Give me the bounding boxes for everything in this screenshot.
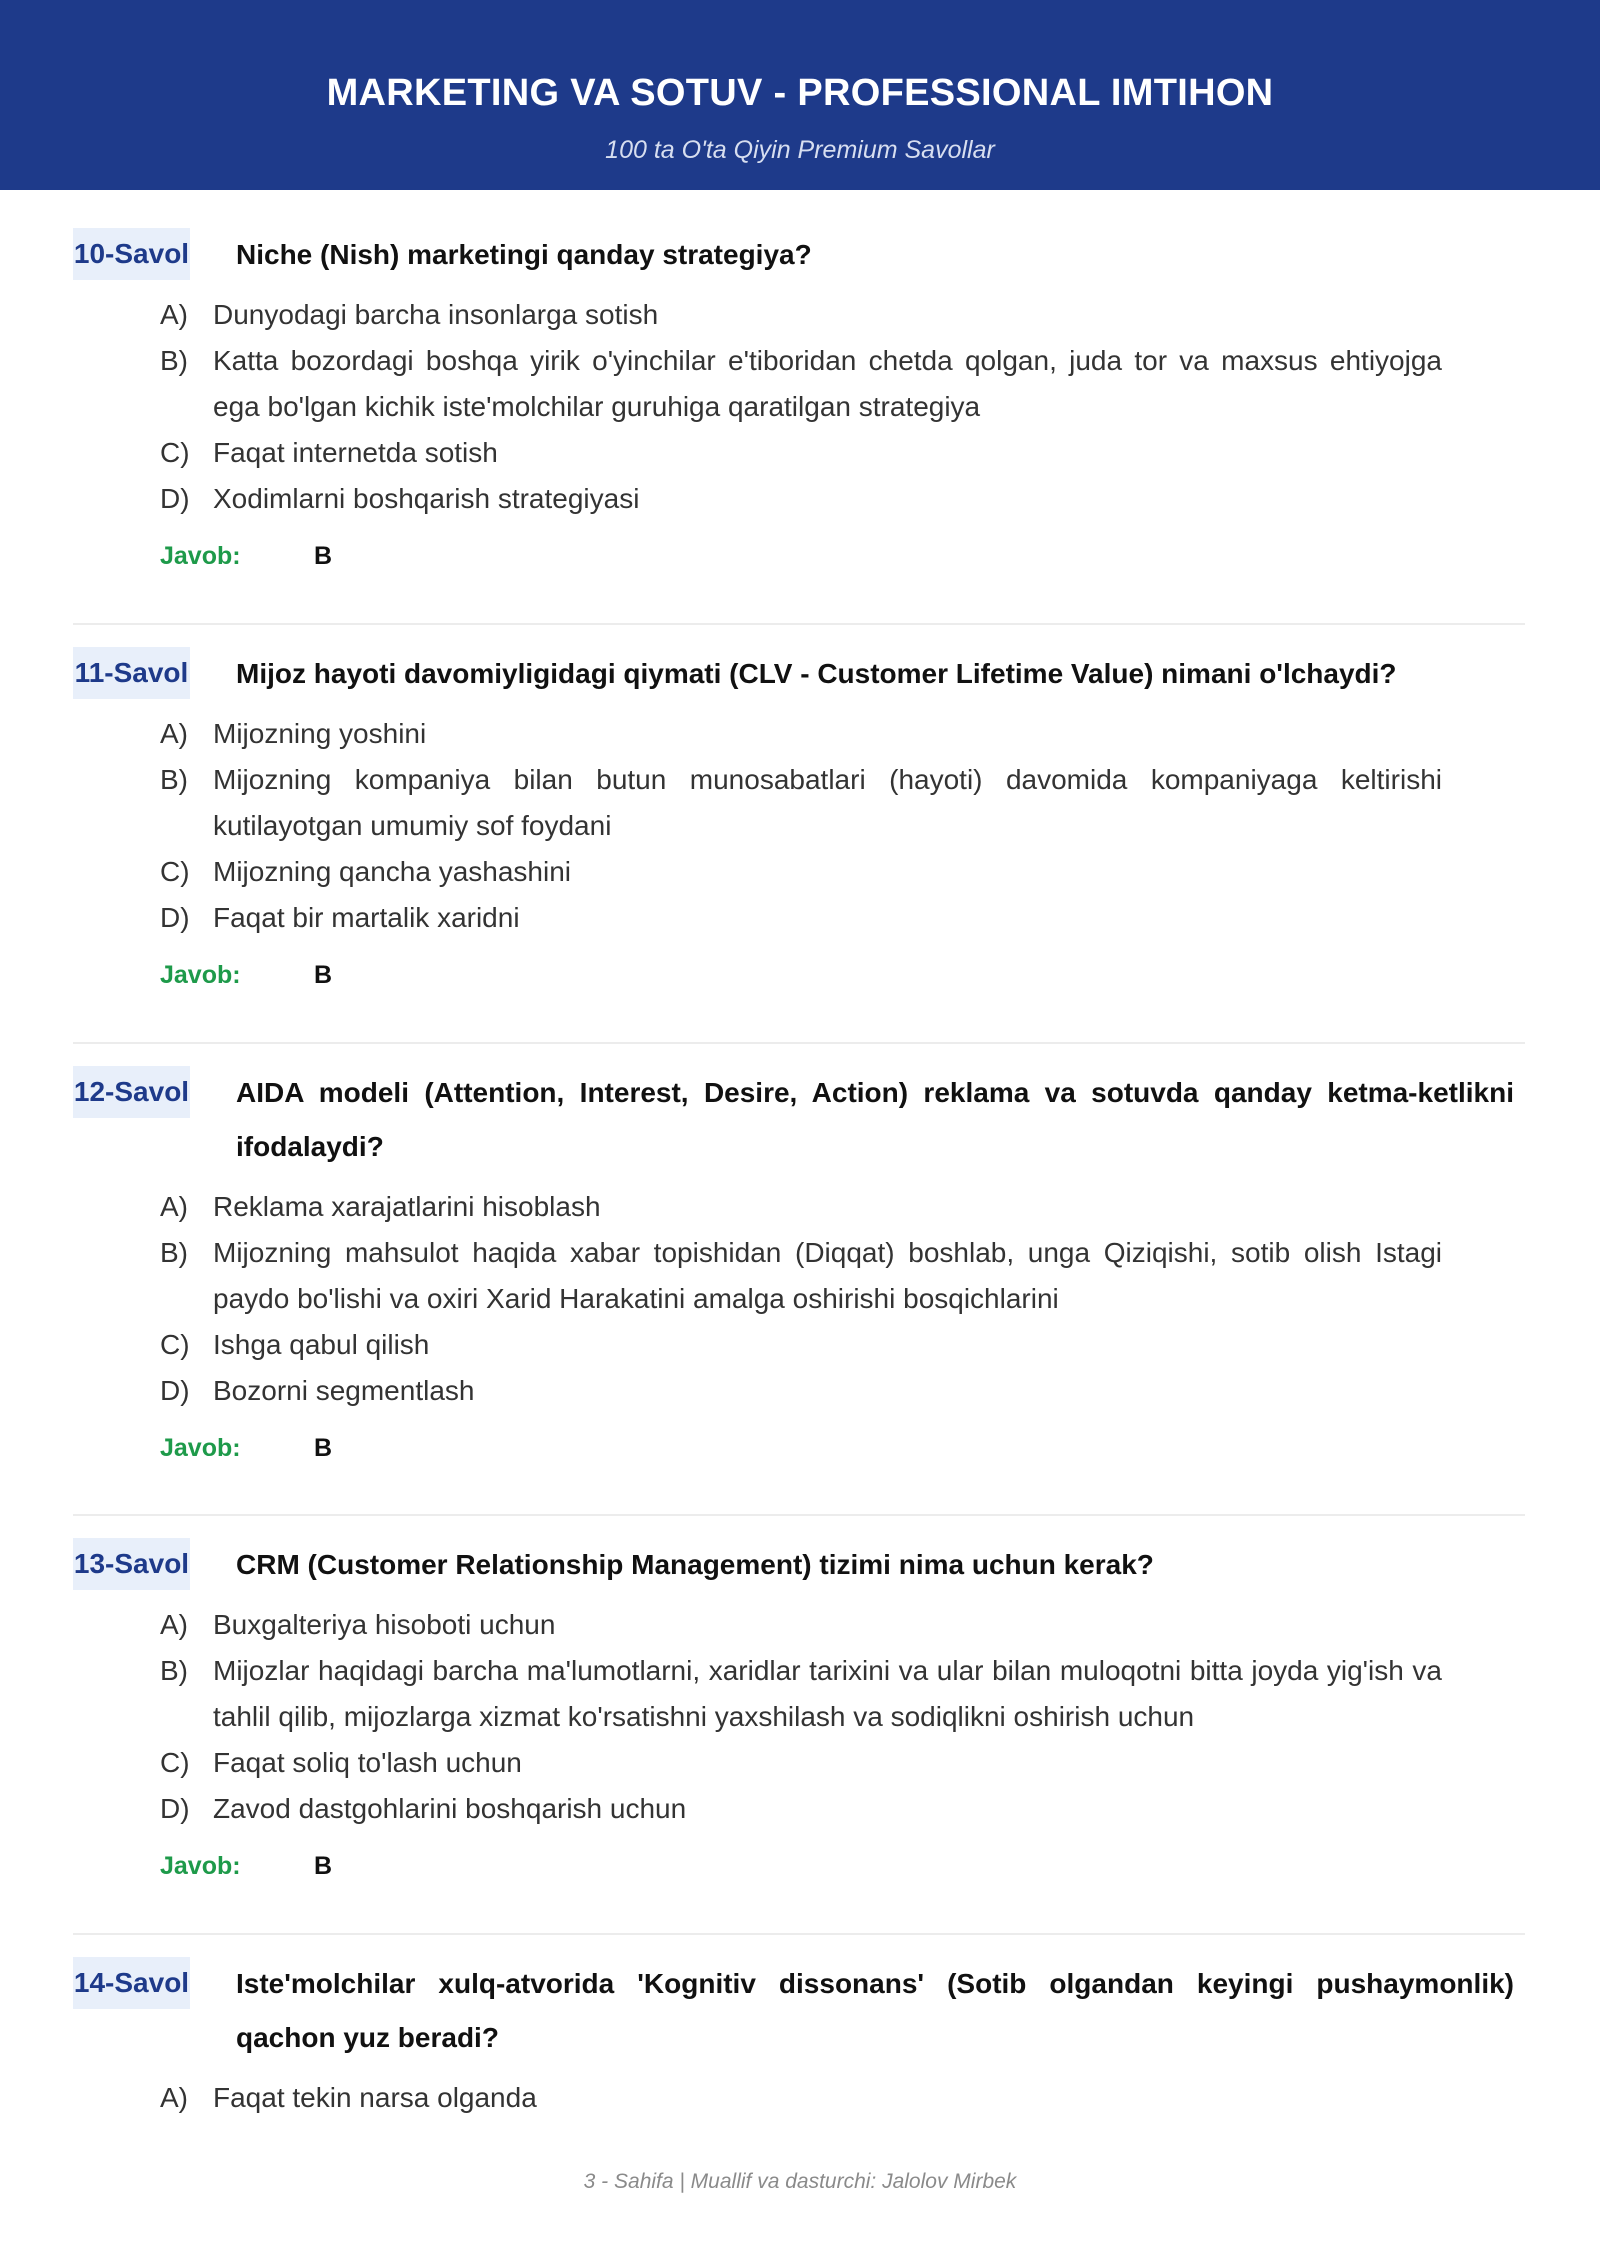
option-text: Faqat internetda sotish [213, 437, 498, 468]
answer-row [160, 1428, 1525, 1468]
question-header [73, 1066, 1525, 1174]
question-number-badge: 12-Savol [73, 1066, 190, 1118]
option-b [160, 1648, 1442, 1740]
page-subtitle: 100 ta O'ta Qiyin Premium Savollar [605, 136, 995, 164]
option-text: Bozorni segmentlash [213, 1375, 475, 1406]
answer-label: Javob: [160, 542, 241, 570]
answer-label: Javob: [160, 961, 241, 989]
option-letter: B) [160, 345, 188, 376]
options-list [160, 292, 1442, 522]
page-header [0, 0, 1600, 190]
option-letter: B) [160, 1237, 188, 1268]
option-letter: C) [160, 1329, 190, 1360]
option-text: Ishga qabul qilish [213, 1329, 430, 1360]
answer-label: Javob: [160, 1852, 241, 1880]
option-c [160, 849, 1442, 895]
page-footer: 3 - Sahifa | Muallif va dasturchi: Jalolov Mirbek [583, 2170, 1017, 2193]
option-text: Reklama xarajatlarini hisoblash [213, 1191, 601, 1222]
option-b [160, 338, 1442, 430]
option-c [160, 430, 1442, 476]
option-letter: A) [160, 718, 188, 749]
option-c [160, 1322, 1442, 1368]
page-title: MARKETING VA SOTUV - PROFESSIONAL IMTIHON [326, 72, 1274, 114]
question-text: Niche (Nish) marketingi qanday strategiya? [236, 239, 812, 270]
question-block-12 [73, 1066, 1525, 1468]
divider [73, 1933, 1525, 1935]
option-text: Faqat tekin narsa olganda [213, 2082, 537, 2113]
option-letter: D) [160, 483, 190, 514]
question-block-13 [73, 1538, 1525, 1886]
question-header [73, 228, 1525, 282]
option-letter: A) [160, 2082, 188, 2113]
option-letter: C) [160, 1747, 190, 1778]
divider [73, 1042, 1525, 1044]
question-number-badge: 14-Savol [73, 1957, 190, 2009]
option-text: Faqat bir martalik xaridni [213, 902, 520, 933]
answer-label: Javob: [160, 1434, 241, 1462]
option-text: Katta bozordagi boshqa yirik o'yinchilar e'tiboridan chetda qolgan, juda tor va maxsus ehtiyojga ega bo'lgan kichik iste'molchilar guruhiga qaratilgan strategiya [213, 345, 1442, 422]
option-b [160, 757, 1442, 849]
question-text: AIDA modeli (Attention, Interest, Desire, Action) reklama va sotuvda qanday ketma-ketlikni ifodalaydi? [236, 1077, 1514, 1162]
option-a [160, 1184, 1442, 1230]
option-text: Mijozning mahsulot haqida xabar topishidan (Diqqat) boshlab, unga Qiziqishi, sotib olish Istagi paydo bo'lishi va oxiri Xarid Harakatini amalga oshirishi bosqichlarini [213, 1237, 1442, 1314]
option-text: Faqat soliq to'lash uchun [213, 1747, 522, 1778]
option-letter: A) [160, 1191, 188, 1222]
option-letter: A) [160, 1609, 188, 1640]
answer-value: B [314, 1852, 333, 1880]
option-text: Mijozning yoshini [213, 718, 427, 749]
option-a [160, 2075, 1442, 2121]
option-text: Dunyodagi barcha insonlarga sotish [213, 299, 659, 330]
answer-row [160, 1846, 1525, 1886]
option-letter: A) [160, 299, 188, 330]
option-a [160, 1602, 1442, 1648]
option-text: Mijozning qancha yashashini [213, 856, 571, 887]
question-number-badge: 10-Savol [73, 228, 190, 280]
option-a [160, 292, 1442, 338]
answer-value: B [314, 542, 333, 570]
option-letter: D) [160, 1375, 190, 1406]
options-list [160, 711, 1442, 941]
question-text: Iste'molchilar xulq-atvorida 'Kognitiv dissonans' (Sotib olgandan keyingi pushaymonlik) qachon yuz beradi? [236, 1968, 1514, 2053]
divider [73, 1514, 1525, 1516]
question-header [73, 647, 1525, 701]
divider [73, 623, 1525, 625]
answer-row [160, 536, 1525, 576]
options-list [160, 1184, 1442, 1414]
option-text: Xodimlarni boshqarish strategiyasi [213, 483, 640, 514]
option-text: Zavod dastgohlarini boshqarish uchun [213, 1793, 687, 1824]
option-letter: D) [160, 902, 190, 933]
options-list [160, 2075, 1442, 2121]
option-d [160, 895, 1442, 941]
option-text: Mijozlar haqidagi barcha ma'lumotlarni, xaridlar tarixini va ular bilan muloqotni bitta joyda yig'ish va tahlil qilib, mijozlarga xizmat ko'rsatishni yaxshilash va sodiqlikni oshirish uchun [213, 1655, 1442, 1732]
option-text: Buxgalteriya hisoboti uchun [213, 1609, 556, 1640]
option-d [160, 476, 1442, 522]
question-number-badge: 13-Savol [73, 1538, 190, 1590]
option-d [160, 1368, 1442, 1414]
option-letter: B) [160, 764, 188, 795]
option-letter: C) [160, 856, 190, 887]
option-letter: B) [160, 1655, 188, 1686]
question-text: CRM (Customer Relationship Management) tizimi nima uchun kerak? [236, 1549, 1154, 1580]
question-text: Mijoz hayoti davomiyligidagi qiymati (CLV - Customer Lifetime Value) nimani o'lchaydi? [236, 658, 1397, 689]
answer-row [160, 955, 1525, 995]
question-header [73, 1957, 1525, 2065]
option-text: Mijozning kompaniya bilan butun munosabatlari (hayoti) davomida kompaniyaga keltirishi kutilayotgan umumiy sof foydani [213, 764, 1442, 841]
answer-value: B [314, 1434, 333, 1462]
option-c [160, 1740, 1442, 1786]
option-a [160, 711, 1442, 757]
question-block-14 [73, 1957, 1525, 2121]
question-block-10 [73, 228, 1525, 576]
option-d [160, 1786, 1442, 1832]
option-b [160, 1230, 1442, 1322]
options-list [160, 1602, 1442, 1832]
question-number-badge: 11-Savol [73, 647, 190, 699]
option-letter: C) [160, 437, 190, 468]
question-block-11 [73, 647, 1525, 995]
question-header [73, 1538, 1525, 1592]
answer-value: B [314, 961, 333, 989]
option-letter: D) [160, 1793, 190, 1824]
